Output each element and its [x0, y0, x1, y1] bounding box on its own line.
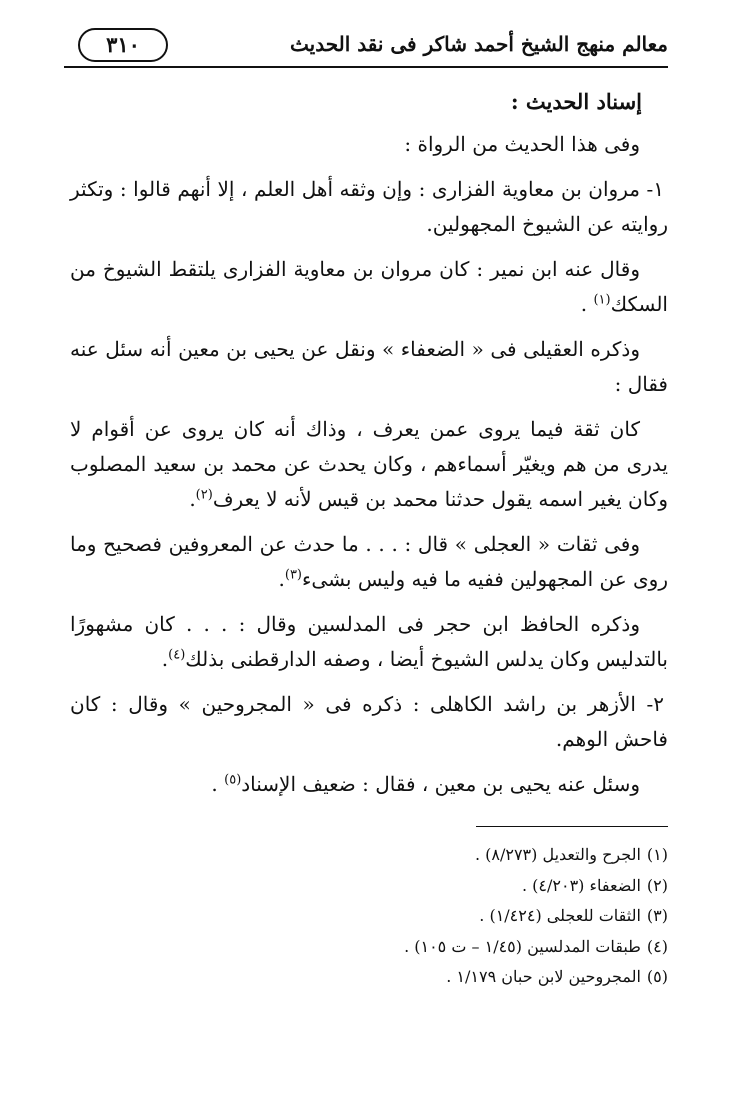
footnote-text: الجرح والتعديل (٨/٢٧٣) .: [474, 845, 641, 864]
running-title: معالم منهج الشيخ أحمد شاكر فى نقد الحديث: [290, 32, 668, 56]
footnotes: [70, 840, 668, 993]
paragraph-tail: .: [189, 487, 196, 511]
paragraph-narrator-2: [70, 687, 668, 757]
footnote-number: (٢): [646, 875, 668, 895]
page-number-badge: ٣١٠: [78, 28, 168, 62]
paragraph-tail: .: [161, 647, 169, 671]
section-heading: إسناد الحديث :: [510, 89, 642, 114]
paragraph-intro: [70, 127, 668, 162]
footnote-ref[interactable]: (١): [593, 292, 611, 308]
paragraph-text: وسئل عنه يحيى بن معين ، فقال : ضعيف الإسناد: [241, 772, 640, 796]
footnote-item: [70, 871, 668, 902]
paragraph-text: ٢- الأزهر بن راشد الكاهلى : ذكره فى « المجروحين » وقال : كان فاحش الوهم.: [70, 692, 668, 751]
footnote-ref[interactable]: (٤): [168, 647, 186, 663]
header-divider: [64, 66, 668, 68]
footnote-item: [70, 840, 668, 871]
footnote-item: [70, 932, 668, 963]
paragraph-uqayli: [70, 332, 668, 402]
paragraph-ijli: [70, 527, 668, 597]
paragraph-tail: .: [580, 292, 594, 316]
footnote-text: الثقات للعجلى (١/٤٢٤) .: [479, 906, 641, 925]
footnote-text: المجروحين لابن حبان ١/١٧٩ .: [446, 967, 641, 986]
footnote-ref[interactable]: (٢): [195, 487, 213, 503]
paragraph-ibn-hajar: [70, 607, 668, 677]
page-header: [64, 24, 668, 64]
paragraph-text: كان ثقة فيما يروى عمن يعرف ، وذاك أنه كان يروى عن أقوام لا يدرى من هم ويغيّر أسماءهم ، وكان يحدث عن محمد بن سعيد المصلوب وكان يغير اسمه يقول حدثنا محمد بن قيس لأنه لا يعرف: [70, 417, 668, 511]
footnote-text: طبقات المدلسين (١/٤٥ – ت ١٠٥) .: [404, 936, 641, 956]
paragraph-text: وفى ثقات « العجلى » قال : . . . ما حدث عن المعروفين فصحيح وما روى عن المجهولين ففيه ما فيه وليس بشىء: [70, 532, 668, 591]
footnote-divider: [476, 826, 668, 827]
footnote-number: (٣): [646, 906, 668, 925]
footnote-ref[interactable]: (٣): [284, 567, 302, 583]
footnote-item: [70, 901, 668, 932]
paragraph-yahya: [70, 767, 668, 802]
paragraph-narrator-1: [70, 172, 668, 242]
footnote-text: الضعفاء (٤/٢٠٣) .: [521, 875, 641, 895]
main-text: [70, 84, 668, 812]
paragraph-text: وذكره الحافظ ابن حجر فى المدلسين وقال : . . . كان مشهورًا بالتدليس وكان يدلس الشيوخ أيضا ، وصفه الدارقطنى بذلك: [70, 612, 668, 671]
paragraph-text: ١- مروان بن معاوية الفزارى : وإن وثقه أهل العلم ، إلا أنهم قالوا : وتكثر روايته عن الشيوخ المجهولين.: [70, 177, 668, 236]
footnote-number: (١): [646, 845, 668, 864]
paragraph-tail: .: [278, 567, 285, 591]
paragraph-ibn-numayr: [70, 252, 668, 322]
footnote-item: [70, 962, 668, 993]
footnote-ref[interactable]: (٥): [224, 772, 242, 788]
paragraph-text: وذكره العقيلى فى « الضعفاء » ونقل عن يحيى بن معين أنه سئل عنه فقال :: [70, 337, 668, 396]
footnote-number: (٥): [646, 967, 668, 986]
footnote-number: (٤): [646, 936, 668, 956]
paragraph-ibn-main-quote: [70, 412, 668, 517]
paragraph-text: وفى هذا الحديث من الرواة :: [404, 132, 640, 156]
paragraph-tail: .: [211, 772, 225, 796]
paragraph-text: وقال عنه ابن نمير : كان مروان بن معاوية الفزارى يلتقط الشيوخ من السكك: [70, 257, 668, 316]
